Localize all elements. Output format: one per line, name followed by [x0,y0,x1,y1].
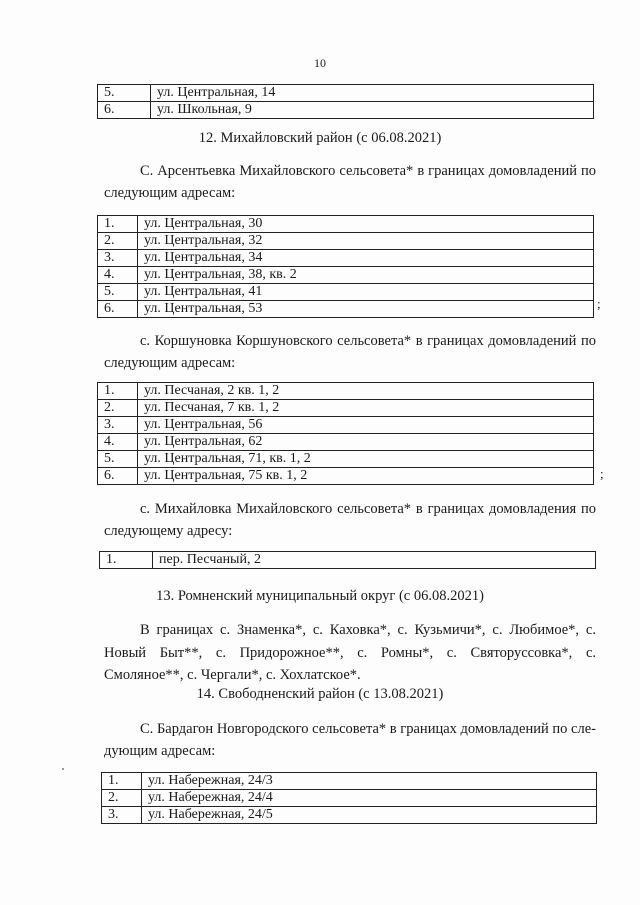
korshunovka-address-table [97,382,594,485]
row-address: ул. Центральная, 38, кв. 2 [138,267,594,284]
row-address: пер. Песчаный, 2 [153,552,596,569]
paragraph-line: дующим адресам: [104,743,216,759]
paragraph-line: следующим адресам: [104,185,236,201]
table-row [98,417,594,434]
row-number: 6. [98,468,138,485]
table-row [98,233,594,250]
paragraph-line: с. Коршуновка Коршуновского сельсовета* в границах домовладений по [140,333,596,349]
list-end-semicolon: ; [600,466,604,481]
table-row [98,301,594,318]
table-row [98,102,594,119]
row-number: 3. [98,250,138,267]
row-number: 5. [98,451,138,468]
table-row [98,85,594,102]
row-number: 6. [98,102,151,119]
row-number: 2. [98,400,138,417]
row-number: 6. [98,301,138,318]
row-number: 4. [98,434,138,451]
row-address: ул. Центральная, 14 [151,85,594,102]
mikhaylovka-address-table [99,551,596,569]
list-end-semicolon: ; [597,296,601,311]
row-address: ул. Набережная, 24/4 [142,790,597,807]
section-14-block-1-text [104,718,596,762]
table-row [98,468,594,485]
row-address: ул. Центральная, 32 [138,233,594,250]
row-number: 2. [102,790,142,807]
row-address: ул. Песчаная, 2 кв. 1, 2 [138,383,594,400]
table-row [98,451,594,468]
section-14-heading: 14. Свободненский район (с 13.08.2021) [196,686,444,702]
paragraph-line: следующим адресам: [104,355,236,371]
section-13-heading: 13. Ромненский муниципальный округ (с 06.08.2021) [156,588,484,604]
row-address: ул. Центральная, 30 [138,216,594,233]
row-address: ул. Центральная, 62 [138,434,594,451]
table-row [102,790,597,807]
section-12-block-2-text [104,330,596,374]
paragraph-line: С. Бардагон Новгородского сельсовета* в границах домовладений по сле- [140,721,596,737]
paragraph-line: С. Арсентьевка Михайловского сельсовета* в границах домовладений по [140,163,596,179]
paragraph-line: с. Михайловка Михайловского сельсовета* в границах домовладения по [140,501,596,517]
table-row [98,400,594,417]
section-12-block-1-text [104,160,596,204]
paragraph-line: следующему адресу: [104,523,233,539]
row-number: 1. [102,773,142,790]
table-row [98,383,594,400]
row-address: ул. Центральная, 56 [138,417,594,434]
row-number: 3. [98,417,138,434]
table-row [102,807,597,824]
continued-address-table [97,84,594,119]
arsentyevka-address-table [97,215,594,318]
section-12-heading: 12. Михайловский район (с 06.08.2021) [198,130,442,146]
row-number: 1. [98,216,138,233]
row-address: ул. Набережная, 24/3 [142,773,597,790]
row-address: ул. Центральная, 53 [138,301,594,318]
row-address: ул. Набережная, 24/5 [142,807,597,824]
table-row [102,773,597,790]
table-row [98,284,594,301]
row-address: ул. Центральная, 71, кв. 1, 2 [138,451,594,468]
row-number: 1. [98,383,138,400]
row-number: 5. [98,284,138,301]
row-number: 5. [98,85,151,102]
row-address: ул. Песчаная, 7 кв. 1, 2 [138,400,594,417]
table-row [98,250,594,267]
table-row [98,267,594,284]
row-address: ул. Центральная, 75 кв. 1, 2 [138,468,594,485]
row-address: ул. Школьная, 9 [151,102,594,119]
row-number: 1. [100,552,153,569]
row-number: 2. [98,233,138,250]
table-row [98,434,594,451]
bardagon-address-table [101,772,597,824]
row-number: 3. [102,807,142,824]
page-number: 10 [314,56,326,70]
scan-speck [62,768,64,770]
section-12-block-3-text [104,498,596,542]
section-13-text: В границах с. Знаменка*, с. Каховка*, с. Кузьмичи*, с. Любимое*, с. Новый Быт**, с. Придорожное**, с. Ромны*, с. Святоруссовка*, с. Смоляное**, с. Чергали*, с. Хохлатское*. [104,622,596,683]
row-address: ул. Центральная, 41 [138,284,594,301]
table-row [98,216,594,233]
table-row [100,552,596,569]
row-number: 4. [98,267,138,284]
row-address: ул. Центральная, 34 [138,250,594,267]
